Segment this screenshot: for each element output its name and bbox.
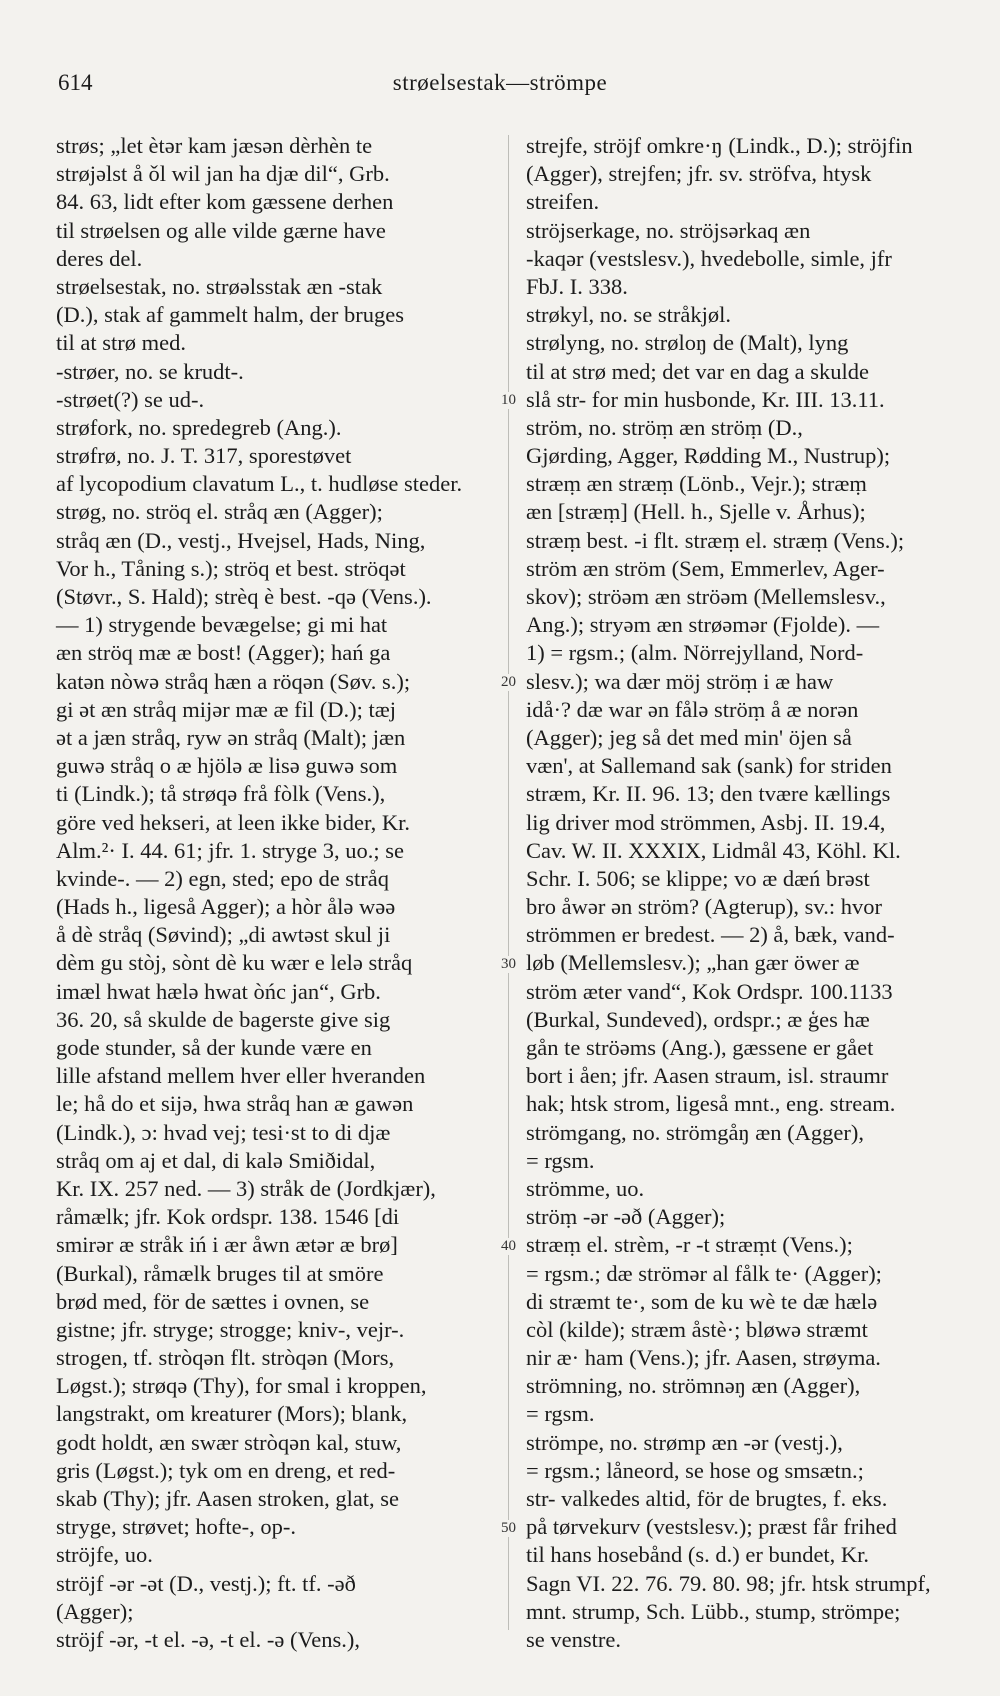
text-line: ströṃ -ər -əð (Agger);: [526, 1204, 726, 1230]
running-head: strøelsestak—strömpe: [392, 70, 608, 95]
text-line: ströjfe, uo.: [56, 1542, 153, 1568]
text-line: ström æn ström (Sem, Emmerlev, Ager-: [526, 555, 885, 581]
text-line: smirər æ stråk iń i ær åwn ætər æ brø]: [56, 1232, 398, 1258]
text-line: (Agger);: [56, 1598, 134, 1624]
text-line: katən nòwə stråq hæn a röqən (Søv. s.);: [56, 668, 411, 694]
text-line: ströjf -ər, -t el. -ə, -t el. -ə (Vens.),: [56, 1626, 360, 1652]
text-line: str- valkedes altid, för de brugtes, f. eks.: [526, 1486, 888, 1511]
text-line: imæl hwat hælə hwat òńc jan“, Grb.: [56, 978, 381, 1004]
text-line: strøg, no. ströq el. stråq æn (Agger);: [56, 499, 383, 525]
text-line: gistne; jfr. stryge; strogge; kniv-, vejr-.: [56, 1316, 405, 1342]
left-column: [56, 132, 496, 1654]
text-line: strølyng, no. strøloŋ de (Malt), lyng: [526, 330, 849, 356]
text-line: strøfrø, no. J. T. 317, sporestøvet: [56, 443, 352, 469]
text-line: ti (Lindk.); tå strøqə frå fòlk (Vens.),: [56, 781, 386, 807]
text-line: å dè stråq (Søvind); „di awtəst skul ji: [56, 922, 391, 948]
text-line: — 1) strygende bevægelse; gi mi hat: [56, 612, 388, 638]
text-line: Alm.²· I. 44. 61; jfr. 1. stryge 3, uo.; se: [56, 837, 404, 863]
line-number: 30: [501, 955, 516, 972]
text-line: = rgsm.; låneord, se hose og smsætn.;: [526, 1457, 864, 1483]
column-divider: [508, 135, 509, 1630]
text-line: strejfe, ströjf omkre·ŋ (Lindk., D.); ströjfin: [526, 133, 913, 158]
text-line: slå str- for min husbonde, Kr. III. 13.11.: [526, 386, 885, 412]
text-line: gode stunder, så der kunde være en: [56, 1035, 372, 1060]
text-line: gris (Løgst.); tyk om en dreng, et red-: [56, 1457, 396, 1483]
text-line: göre ved hekseri, at leen ikke bider, Kr.: [56, 809, 410, 835]
text-line: ström, no. ströṃ æn ströṃ (D.,: [526, 414, 803, 440]
text-line: mnt. strump, Sch. Lübb., stump, strömpe;: [526, 1598, 901, 1624]
text-line: kvinde-. — 2) egn, sted; epo de stråq: [56, 865, 390, 891]
text-line: skab (Thy); jfr. Aasen stroken, glat, se: [56, 1486, 400, 1511]
text-line: lille afstand mellem hver eller hveranden: [56, 1063, 426, 1089]
text-line: strøelsestak, no. strøəlsstak æn -stak: [56, 273, 383, 299]
line-number: 40: [501, 1237, 516, 1254]
text-line: strömme, uo.: [526, 1175, 645, 1201]
text-line: Schr. I. 506; se klippe; vo æ dæń brəst: [526, 865, 870, 891]
text-line: brød med, för de sættes i ovnen, se: [56, 1288, 370, 1314]
line-number: 10: [501, 391, 516, 408]
text-line: Sagn VI. 22. 76. 79. 80. 98; jfr. htsk strumpf,: [526, 1570, 931, 1596]
text-line: le; hå do et sijə, hwa stråq han æ gawən: [56, 1091, 414, 1117]
text-line: gi ət æn stråq mijər mæ æ fil (D.); tæj: [56, 696, 396, 722]
text-line: streifen.: [526, 189, 600, 215]
text-line: til at strø med; det var en dag a skulde: [526, 358, 870, 384]
text-line: còl (kilde); stræm åstè·; bløwə stræmt: [526, 1316, 868, 1342]
text-line: (Burkal), råmælk bruges til at smöre: [56, 1260, 384, 1286]
text-line: (Hads h., ligeså Agger); a hòr ålə wəə: [56, 894, 396, 920]
text-line: deres del.: [56, 245, 143, 271]
text-line: = rgsm.: [526, 1147, 595, 1173]
text-line: FbJ. I. 338.: [526, 273, 628, 299]
page-number: 614: [58, 70, 93, 95]
text-line: ströjserkage, no. ströjsərkaq æn: [526, 217, 811, 243]
text-line: ström æter vand“, Kok Ordspr. 100.1133: [526, 978, 893, 1004]
text-line: æn ströq mæ æ bost! (Agger); hań ga: [56, 640, 391, 666]
text-line: bort i åen; jfr. Aasen straum, isl. straumr: [526, 1063, 889, 1089]
text-line: væn', at Sallemand sak (sank) for striden: [526, 753, 892, 779]
text-line: af lycopodium clavatum L., t. hudløse steder.: [56, 471, 463, 497]
text-line: stråq æn (D., vestj., Hvejsel, Hads, Ning,: [56, 527, 426, 553]
text-line: stryge, strøvet; hofte-, op-.: [56, 1514, 296, 1540]
text-line: på tørvekurv (vestslesv.); præst får frihed: [526, 1514, 897, 1540]
text-line: di stræmt te·, som de ku wè te dæ hælə: [526, 1288, 878, 1314]
text-line: (Burkal, Sundeved), ordspr.; æ ģes hæ: [526, 1006, 870, 1032]
text-line: nir æ· ham (Vens.); jfr. Aasen, strøyma.: [526, 1345, 881, 1371]
text-line: (D.), stak af gammelt halm, der bruges: [56, 302, 405, 328]
text-line: se venstre.: [526, 1626, 621, 1652]
text-line: strömgang, no. strömgåŋ æn (Agger),: [526, 1119, 864, 1145]
text-line: strömmen er bredest. — 2) å, bæk, vand-: [526, 922, 895, 948]
text-line: strogen, tf. stròqən flt. stròqən (Mors,: [56, 1345, 395, 1371]
text-line: (Støvr., S. Hald); strèq è best. -qə (Vens.).: [56, 584, 432, 609]
text-line: strøkyl, no. se stråkjøl.: [526, 302, 731, 328]
text-line: gån te ströəms (Ang.), gæssene er gået: [526, 1035, 874, 1060]
text-line: 1) = rgsm.; (alm. Nörrejylland, Nord-: [526, 640, 864, 666]
text-line: (Agger), strejfen; jfr. sv. ströfva, htysk: [526, 161, 872, 187]
text-line: Gjørding, Agger, Rødding M., Nustrup);: [526, 443, 891, 469]
text-line: til strøelsen og alle vilde gærne have: [56, 217, 386, 243]
text-line: strömpe, no. strømp æn -ər (vestj.),: [526, 1429, 843, 1455]
text-line: = rgsm.; dæ strömər al fålk te· (Agger);: [526, 1260, 882, 1286]
text-line: ət a jæn stråq, ryw ən stråq (Malt); jæn: [56, 724, 406, 750]
text-line: dèm gu stòj, sònt dè ku wær e lelə stråq: [56, 950, 413, 976]
text-line: strøjəlst å ǒl wil jan ha djæ dil“, Grb.: [56, 161, 390, 187]
text-line: stræṃ best. -i flt. stræṃ el. stræṃ (Vens.);: [526, 527, 905, 553]
text-line: stråq om aj et dal, di kalə Smiðidal,: [56, 1147, 376, 1173]
text-line: stræṃ el. strèm, -r -t stræṃt (Vens.);: [526, 1232, 853, 1258]
text-line: Løgst.); strøqə (Thy), for smal i kroppen,: [56, 1373, 427, 1399]
text-line: lig driver mod strömmen, Asbj. II. 19.4,: [526, 809, 886, 835]
text-line: langstrakt, om kreaturer (Mors); blank,: [56, 1401, 408, 1427]
text-line: strøs; „let ètər kam jæsən dèrhèn te: [56, 133, 373, 158]
text-line: Ang.); stryəm æn strøəmər (Fjolde). —: [526, 612, 880, 638]
text-line: til at strø med.: [56, 330, 186, 356]
text-line: skov); ströəm æn ströəm (Mellemslesv.,: [526, 584, 886, 609]
text-line: idå·? dæ war ən fålə ströṃ å æ norən: [526, 696, 859, 722]
text-line: (Agger); jeg så det med min' öjen så: [526, 724, 852, 750]
text-line: -strøer, no. se krudt-.: [56, 358, 244, 384]
text-line: råmælk; jfr. Kok ordspr. 138. 1546 [di: [56, 1204, 400, 1230]
text-line: (Lindk.), ɔ: hvad vej; tesi·st to di djæ: [56, 1119, 391, 1145]
text-line: -strøet(?) se ud-.: [56, 386, 205, 412]
text-line: ströjf -ər -ət (D., vestj.); ft. tf. -əð: [56, 1570, 356, 1596]
text-line: Cav. W. II. XXXIX, Lidmål 43, Köhl. Kl.: [526, 837, 901, 863]
text-line: godt holdt, æn swær stròqən kal, stuw,: [56, 1429, 402, 1455]
page-header: [58, 70, 942, 106]
text-line: stræṃ æn stræṃ (Lönb., Vejr.); stræṃ: [526, 471, 867, 497]
text-line: -kaqər (vestslesv.), hvedebolle, simle, jfr: [526, 245, 892, 271]
line-number: 50: [501, 1519, 516, 1536]
text-line: 84. 63, lidt efter kom gæssene derhen: [56, 189, 394, 215]
text-line: slesv.); wa dær möj ströṃ i æ haw: [526, 668, 834, 694]
text-line: strömning, no. strömnəŋ æn (Agger),: [526, 1373, 861, 1399]
text-line: 36. 20, så skulde de bagerste give sig: [56, 1006, 391, 1032]
text-line: = rgsm.: [526, 1401, 595, 1427]
text-line: stræm, Kr. II. 96. 13; den tvære kællings: [526, 781, 891, 807]
line-number: 20: [501, 673, 516, 690]
text-line: bro åwər ən ström? (Agterup), sv.: hvor: [526, 894, 882, 920]
text-line: Vor h., Tåning s.); ströq et best. ströqət: [56, 555, 406, 581]
text-line: strøfork, no. spredegreb (Ang.).: [56, 414, 342, 440]
text-line: æn [stræṃ] (Hell. h., Sjelle v. Århus);: [526, 499, 866, 525]
text-line: til hans hosebånd (s. d.) er bundet, Kr.: [526, 1542, 870, 1568]
text-line: guwə stråq o æ hjölə æ lisə guwə som: [56, 753, 398, 779]
text-line: hak; htsk strom, ligeså mnt., eng. stream.: [526, 1091, 896, 1117]
text-line: Kr. IX. 257 ned. — 3) stråk de (Jordkjær),: [56, 1175, 436, 1201]
text-line: løb (Mellemslesv.); „han gær öwer æ: [526, 950, 860, 976]
right-column: [526, 132, 966, 1654]
